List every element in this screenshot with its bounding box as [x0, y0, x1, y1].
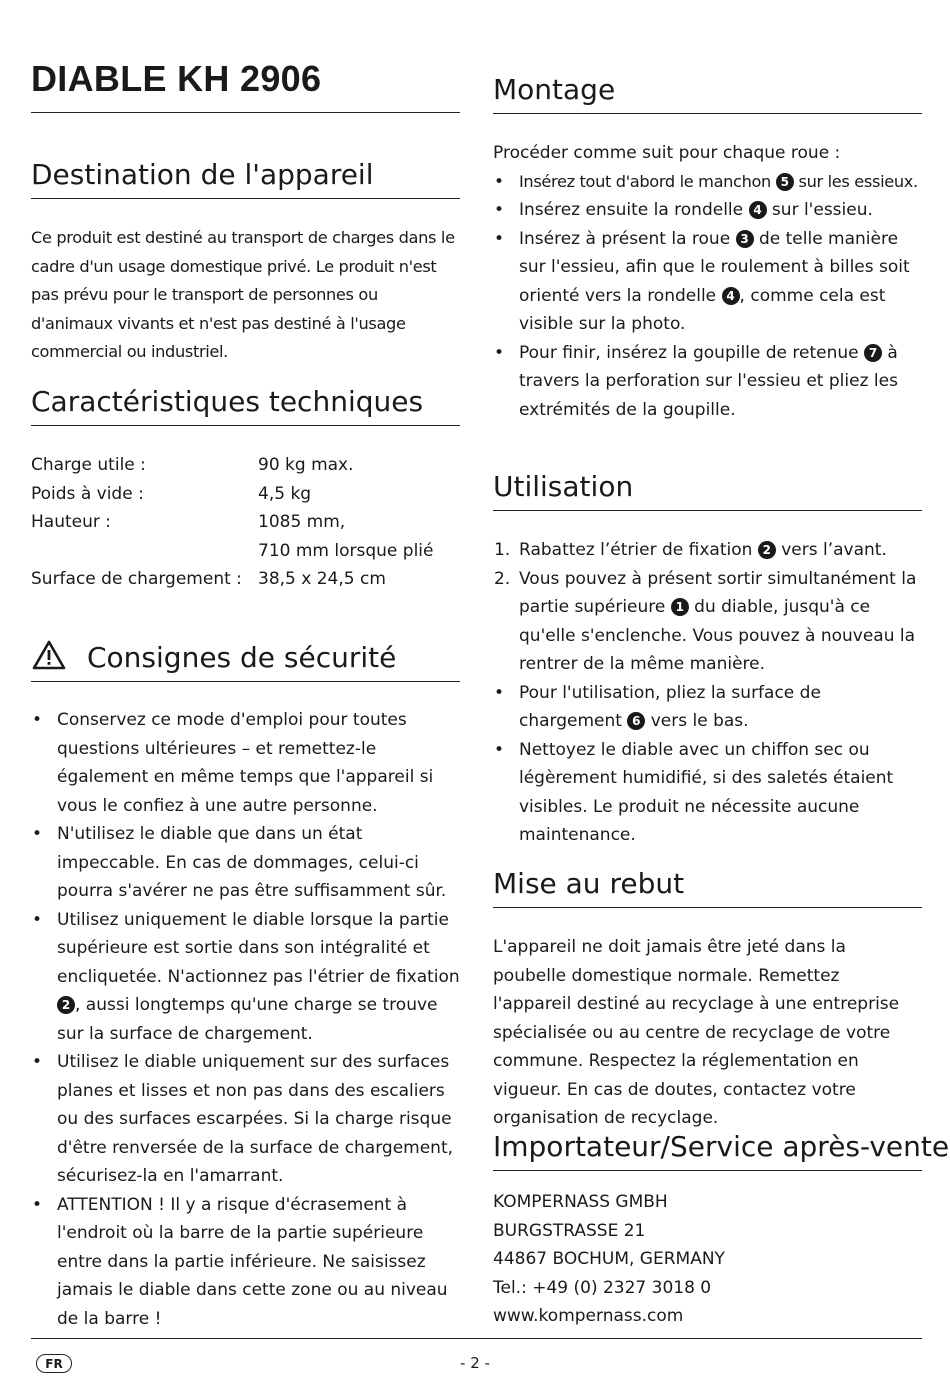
spec-label: Poids à vide : — [31, 483, 144, 504]
page-title: DIABLE KH 2906 — [31, 58, 322, 99]
list-item: 2. Vous pouvez à présent sortir simultanément la partie supérieure 1 du diable, jusqu'à ce qu'elle s'enclenche. Vous pouvez à nouveau la rentrer de la même manière. — [494, 568, 917, 674]
spec-label: Hauteur : — [31, 512, 111, 532]
part-number-badge: 4 — [749, 201, 767, 219]
safety-item-text: ATTENTION ! Il y a risque d'écrasement à l'endroit où la barre de la partie supérieure entre dans la partie inférieure. Ne saisissez jamais le diable dans cette zone ou au niveau de la barre ! — [57, 1194, 448, 1329]
list-item: • Insérez tout d'abord le manchon 5 sur les essieux. — [494, 171, 918, 192]
importer-rule — [493, 1170, 922, 1171]
list-item: • ATTENTION ! Il y a risque d'écrasement à l'endroit où la barre de la partie supérieure entre dans la partie inférieure. Ne saisissez jamais le diable dans cette zone ou au niveau de la barre ! — [32, 1194, 448, 1329]
part-number-badge: 3 — [736, 230, 754, 248]
importer-address — [493, 1188, 725, 1331]
list-item: • Pour finir, insérez la goupille de retenue 7 à travers la perforation sur l'essieu et pliez les extrémités de la goupille. — [494, 342, 898, 420]
part-number-badge: 2 — [758, 541, 776, 559]
destination-heading: Destination de l'appareil — [31, 158, 374, 191]
address-line: 44867 BOCHUM, GERMANY — [493, 1249, 725, 1269]
address-line: Tel.: +49 (0) 2327 3018 0 — [493, 1277, 712, 1298]
part-number-badge: 7 — [864, 344, 882, 362]
part-number-badge: 5 — [776, 173, 794, 191]
spec-value: 710 mm lorsque plié — [258, 540, 434, 561]
list-item: • Utilisez le diable uniquement sur des surfaces planes et lisses et non pas dans des escaliers ou des surfaces escarpées. Si la charge risque d'être renversée de la surface de chargement, sécurisez-la en l'amarrant. — [32, 1052, 454, 1186]
specs-rule — [31, 425, 460, 426]
warning-triangle-icon — [31, 639, 67, 671]
address-line: KOMPERNASS GMBH — [493, 1192, 668, 1212]
montage-intro: Procéder comme suit pour chaque roue : — [493, 143, 841, 163]
utilisation-rule — [493, 510, 922, 511]
title-rule — [31, 112, 460, 113]
list-item: • Insérez à présent la roue 3 de telle manière sur l'essieu, afin que le roulement à billes soit orienté vers la rondelle 4 , comme cela est visible sur la photo. — [494, 228, 910, 334]
list-item: • Nettoyez le diable avec un chiffon sec ou légèrement humidifié, si des saletés étaient visibles. Le produit ne nécessite aucune maintenance. — [494, 739, 894, 845]
destination-text: Ce produit est destiné au transport de charges dans le cadre d'un usage domestique privé. Le produit n'est pas prévu pour le transport de personnes ou d'animaux vivants et n'est pas destiné à l'usage commercial ou industriel. — [31, 228, 455, 361]
list-item: • Utilisez uniquement le diable lorsque la partie supérieure est sortie dans son intégralité et encliquetée. N'actionnez pas l'étrier de fixation 2 , aussi longtemps qu'une charge se trouve sur la surface de chargement. — [32, 909, 460, 1044]
safety-item-text: Conservez ce mode d'emploi pour toutes questions ultérieures – et remettez-le également en même temps que l'appareil si vous le confiez à une autre personne. — [57, 710, 434, 816]
disposal-rule — [493, 907, 922, 908]
utilisation-heading: Utilisation — [493, 470, 634, 503]
list-item: • Insérez ensuite la rondelle 4 sur l'essieu. — [494, 200, 873, 220]
address-line: BURGSTRASSE 21 — [493, 1220, 646, 1241]
list-item: • Pour l'utilisation, pliez la surface de chargement 6 vers le bas. — [494, 682, 821, 731]
footer-rule — [31, 1338, 922, 1339]
safety-rule — [31, 681, 460, 682]
montage-rule — [493, 113, 922, 114]
spec-label: Charge utile : — [31, 455, 146, 475]
part-number-badge: 1 — [671, 598, 689, 616]
spec-value: 1085 mm, — [258, 512, 346, 532]
safety-heading: Consignes de sécurité — [87, 641, 397, 674]
safety-item-text: Utilisez le diable uniquement sur des surfaces planes et lisses et non pas dans des escaliers ou des surfaces escarpées. Si la charge risque d'être renversée de la surface de chargement, sécurisez-la en l'amarrant. — [57, 1052, 454, 1186]
montage-list — [493, 168, 922, 425]
safety-list — [31, 706, 460, 1333]
spec-value: 38,5 x 24,5 cm — [258, 569, 386, 589]
disposal-heading: Mise au rebut — [493, 867, 685, 900]
destination-rule — [31, 198, 460, 199]
part-number-badge: 6 — [627, 712, 645, 730]
montage-heading: Montage — [493, 73, 616, 106]
disposal-text: L'appareil ne doit jamais être jeté dans la poubelle domestique normale. Remettez l'appareil destiné au recyclage à une entreprise spécialisée ou au centre de recyclage de votre commune. Respectez la réglementation en vigueur. En cas de doutes, contactez votre organisation de recyclage. — [493, 937, 900, 1128]
utilisation-list — [493, 536, 922, 850]
website-link[interactable]: www.kompernass.com — [493, 1306, 684, 1326]
part-number-badge: 2 — [57, 996, 75, 1014]
list-item: • N'utilisez le diable que dans un état impeccable. En cas de dommages, celui-ci pourra s'avérer ne pas être suffisamment sûr. — [32, 824, 447, 901]
spec-label: Surface de chargement : — [31, 569, 242, 589]
safety-item-text: N'utilisez le diable que dans un état impeccable. En cas de dommages, celui-ci pourra s'avérer ne pas être suffisamment sûr. — [57, 824, 447, 901]
list-item: • Conservez ce mode d'emploi pour toutes questions ultérieures – et remettez-le également en même temps que l'appareil si vous le confiez à une autre personne. — [32, 710, 434, 816]
list-item: 1. Rabattez l’étrier de fixation 2 vers l’avant. — [494, 540, 887, 560]
part-number-badge: 4 — [722, 287, 740, 305]
safety-item-text: Utilisez uniquement le diable lorsque la partie supérieure est sortie dans son intégralité et encliquetée. N'actionnez pas l'étrier de fixation — [57, 909, 460, 987]
language-badge: FR — [36, 1354, 72, 1373]
page-number: - 2 - — [460, 1354, 490, 1372]
importer-heading: Importateur/Service après-vente — [493, 1130, 950, 1163]
spec-value: 4,5 kg — [258, 483, 312, 504]
spec-value: 90 kg max. — [258, 455, 354, 475]
specs-heading: Caractéristiques techniques — [31, 385, 424, 418]
